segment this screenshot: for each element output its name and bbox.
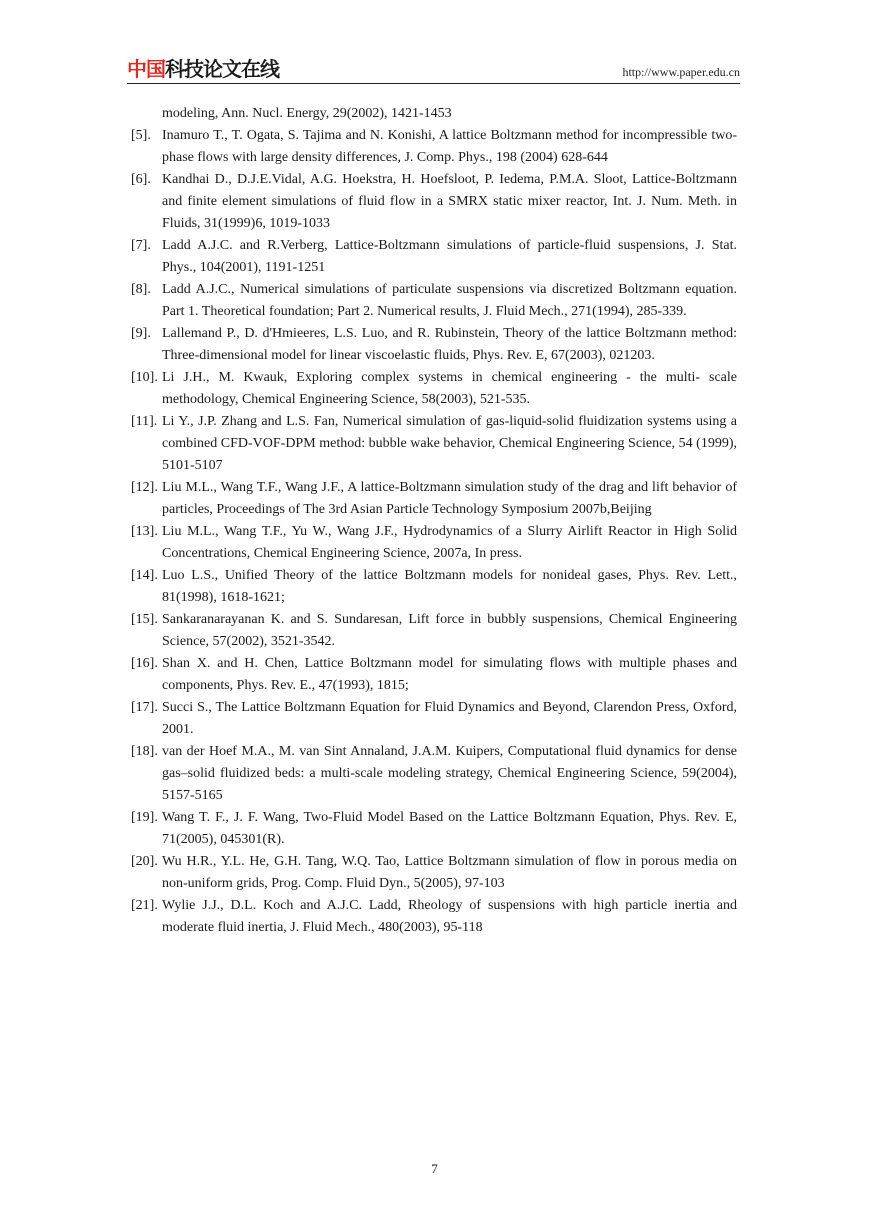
- reference-text: Wang T. F., J. F. Wang, Two-Fluid Model Based on the Lattice Boltzmann Equation, Phys. Rev. E, 71(2005), 045301(R).: [162, 810, 737, 847]
- site-logo: [127, 56, 279, 82]
- reference-item: [131, 235, 737, 279]
- reference-number: [10].: [131, 370, 158, 385]
- reference-number: [12].: [131, 480, 158, 495]
- reference-text: modeling, Ann. Nucl. Energy, 29(2002), 1421-1453: [162, 106, 452, 121]
- reference-text: Ladd A.J.C. and R.Verberg, Lattice-Boltzmann simulations of particle-fluid suspensions, J. Stat. Phys., 104(2001), 1191-1251: [162, 238, 737, 275]
- reference-text: Ladd A.J.C., Numerical simulations of particulate suspensions via discretized Boltzmann equation. Part 1. Theoretical foundation; Part 2. Numerical results, J. Fluid Mech., 271(1994), 285-339.: [162, 282, 737, 319]
- reference-text: Liu M.L., Wang T.F., Wang J.F., A lattice-Boltzmann simulation study of the drag and lift behavior of particles, Proceedings of The 3rd Asian Particle Technology Symposium 2007b,Beijing: [162, 480, 737, 517]
- reference-text: Wylie J.J., D.L. Koch and A.J.C. Ladd, Rheology of suspensions with high particle inertia and moderate fluid inertia, J. Fluid Mech., 480(2003), 95-118: [162, 898, 737, 935]
- reference-number: [20].: [131, 854, 158, 869]
- reference-item: [131, 565, 737, 609]
- reference-number: [8].: [131, 282, 151, 297]
- reference-item: [131, 741, 737, 807]
- reference-text: van der Hoef M.A., M. van Sint Annaland, J.A.M. Kuipers, Computational fluid dynamics for dense gas–solid fluidized beds: a multi-scale modeling strategy, Chemical Engineering Science, 59(2004), 5157-5165: [162, 744, 737, 803]
- reference-number: [11].: [131, 414, 158, 429]
- reference-text: Lallemand P., D. d'Hmieeres, L.S. Luo, and R. Rubinstein, Theory of the lattice Boltzmann method: Three-dimensional model for linear viscoelastic fluids, Phys. Rev. E, 67(2003), 021203.: [162, 326, 737, 363]
- reference-text: Inamuro T., T. Ogata, S. Tajima and N. Konishi, A lattice Boltzmann method for incompressible two-phase flows with large density differences, J. Comp. Phys., 198 (2004) 628-644: [162, 128, 737, 165]
- reference-number: [13].: [131, 524, 158, 539]
- reference-text: Shan X. and H. Chen, Lattice Boltzmann model for simulating flows with multiple phases and components, Phys. Rev. E., 47(1993), 1815;: [162, 656, 737, 693]
- header-rule: [127, 83, 740, 84]
- reference-item: [131, 279, 737, 323]
- reference-text: Wu H.R., Y.L. He, G.H. Tang, W.Q. Tao, Lattice Boltzmann simulation of flow in porous media on non-uniform grids, Prog. Comp. Fluid Dyn., 5(2005), 97-103: [162, 854, 737, 891]
- reference-item: [131, 895, 737, 939]
- reference-number: [18].: [131, 744, 158, 759]
- reference-text: Li J.H., M. Kwauk, Exploring complex systems in chemical engineering - the multi- scale methodology, Chemical Engineering Science, 58(2003), 521-535.: [162, 370, 737, 407]
- page-number: 7: [431, 1161, 438, 1176]
- reference-item: [131, 609, 737, 653]
- reference-item: [131, 125, 737, 169]
- reference-item: [131, 807, 737, 851]
- logo-black-text: 科技论文在线: [165, 57, 279, 81]
- reference-number: [15].: [131, 612, 158, 627]
- reference-item: [131, 851, 737, 895]
- logo-red-text: 中国: [127, 57, 165, 81]
- reference-text: Succi S., The Lattice Boltzmann Equation for Fluid Dynamics and Beyond, Clarendon Press, Oxford, 2001.: [162, 700, 737, 737]
- header-url: http://www.paper.edu.cn: [622, 65, 740, 79]
- reference-item: [131, 411, 737, 477]
- reference-item: [131, 323, 737, 367]
- page-header: [127, 56, 740, 84]
- reference-number: [9].: [131, 326, 151, 341]
- reference-text: Luo L.S., Unified Theory of the lattice Boltzmann models for nonideal gases, Phys. Rev. Lett., 81(1998), 1618-1621;: [162, 568, 737, 605]
- reference-item: [131, 697, 737, 741]
- reference-number: [14].: [131, 568, 158, 583]
- reference-number: [7].: [131, 238, 151, 253]
- reference-text: Li Y., J.P. Zhang and L.S. Fan, Numerical simulation of gas-liquid-solid fluidization systems using a combined CFD-VOF-DPM method: bubble wake behavior, Chemical Engineering Science, 54 (1999), 5101-5107: [162, 414, 737, 473]
- reference-number: [21].: [131, 898, 158, 913]
- reference-item: [131, 477, 737, 521]
- reference-number: [16].: [131, 656, 158, 671]
- reference-number: [5].: [131, 128, 151, 143]
- reference-number: [6].: [131, 172, 151, 187]
- reference-item: [131, 367, 737, 411]
- reference-item: [131, 169, 737, 235]
- reference-list: [131, 103, 737, 939]
- reference-text: Sankaranarayanan K. and S. Sundaresan, Lift force in bubbly suspensions, Chemical Engineering Science, 57(2002), 3521-3542.: [162, 612, 737, 649]
- reference-number: [17].: [131, 700, 158, 715]
- reference-continuation: [131, 103, 737, 125]
- reference-text: Kandhai D., D.J.E.Vidal, A.G. Hoekstra, H. Hoefsloot, P. Iedema, P.M.A. Sloot, Lattice-Boltzmann and finite element simulations of fluid flow in a SMRX static mixer reactor, Int. J. Num. Meth. in Fluids, 31(1999)6, 1019-1033: [162, 172, 737, 231]
- reference-number: [19].: [131, 810, 158, 825]
- reference-text: Liu M.L., Wang T.F., Yu W., Wang J.F., Hydrodynamics of a Slurry Airlift Reactor in High Solid Concentrations, Chemical Engineering Science, 2007a, In press.: [162, 524, 737, 561]
- reference-item: [131, 653, 737, 697]
- reference-item: [131, 521, 737, 565]
